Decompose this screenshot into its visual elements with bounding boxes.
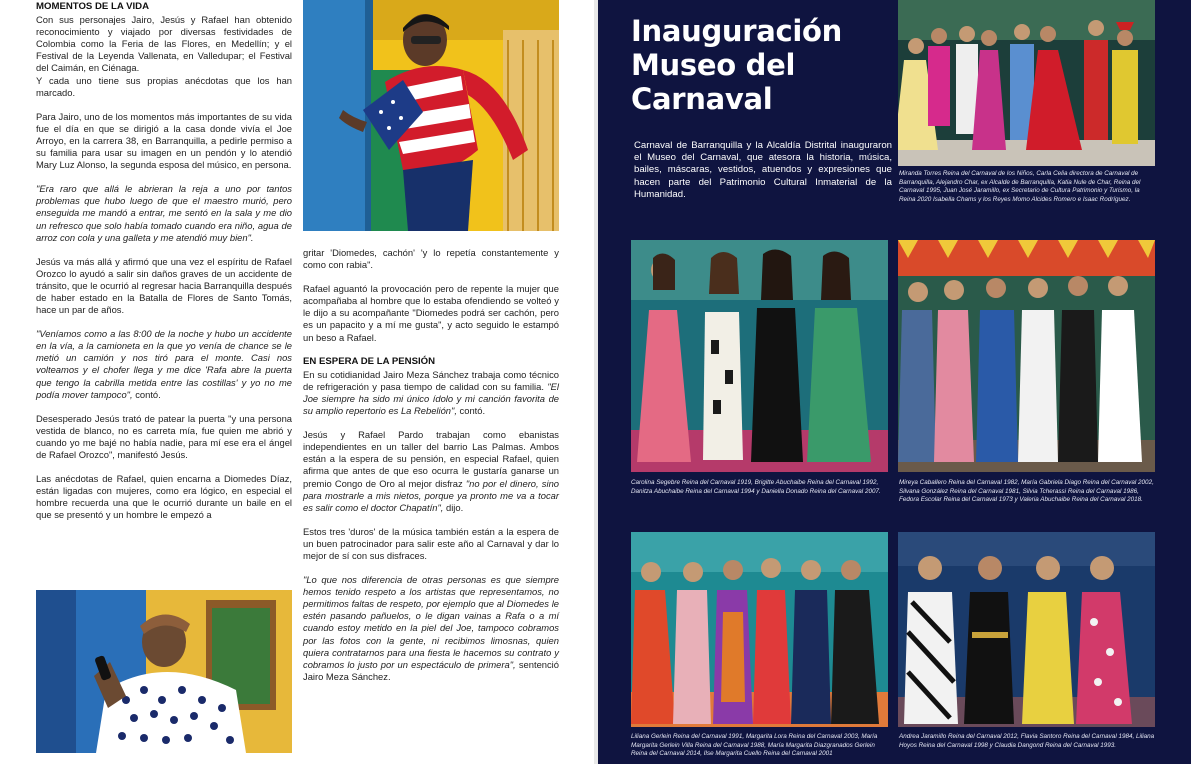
quote-attribution: contó.: [132, 388, 161, 400]
quote-text: "Veníamos como a las 8:00 de la noche y hubo un accidente en la vía, a la camioneta en la que yo venía de chance se le metió un camión y nos tiró para el monte. Casi nos volteamos y el chofer llega y me dice 'Rafa abre la puerta que tengo la cabrilla metida entre las costillas' y yo no me podía mover tampoco",: [36, 328, 292, 400]
caption-3: Mireya Caballero Reina del Carnaval 1982, María Gabriela Diago Reina del Carnaval 2002, Silvana González Reina del Carnaval 1981, Silvia Tcherassi Reina del Carnaval 1986, Fedora Escolar Reina del Carnaval 1973 y Valeria Abuchaibe Reina del Carnaval 2018.: [899, 479, 1154, 504]
quote-text: "Lo que nos diferencia de otras personas es que siempre hemos tenido respeto a los artistas que representamos, no permitimos faltas de respeto, por ejemplo que al Diomedes le estén pasando pañuelos, o le digan vainas a Rafa o a mí cuando estoy metido en la piel del Joe, tampoco cobramos por las fotos con la gente, ni recibimos limosnas, quien quiera contratarnos para una fiesta le hacemos su contrato y cobramos lo justo por un espectáculo de primera",: [303, 574, 559, 670]
photo-reinas-4: [898, 532, 1155, 727]
caption-1: Miranda Torres Reina del Carnaval de los Niños, Carla Celia directora de Carnaval de Barranquilla, Alejandro Char, ex Alcalde de Barranquilla, Katia Nule de Char, Reina del Carnaval 1995, Juan José Jaramillo, ex Secretario de Cultura Patrimonio y Turismo, la Reina 2020 Isabella Chams y los Reyes Momo Alcides Romero e Isaac Rodríguez.: [899, 170, 1141, 203]
paragraph: Para Jairo, uno de los momentos más importantes de su vida fue el día en que se dirigió a la casa donde vivía el Joe Arroyo, en la carrera 38, en Barranquilla, a pedirle permiso a su familia para usar su imagen en un pendón y lo atendió Mary Luz Alonso, la segunda esposa del músico, en persona.: [36, 110, 292, 171]
caption-4: Liliana Gerlein Reina del Carnaval 1991, Margarita Lora Reina del Carnaval 2003, María Margarita Gerlein Villa Reina del Carnaval 1988, María Margarita Diazgranados Gerlein Reina del Carnaval 2014, Ilse Margarita Cuello Reina del Carnaval 2001: [631, 733, 878, 758]
caption-2: Carolina Segebre Reina del Carnaval 1919, Brigitte Abuchaibe Reina del Carnaval 1992, Danitza Abuchaibe Reina del Carnaval 1994 y Daniella Donado Reina del Carnaval 2007.: [631, 479, 881, 495]
quote-attribution: sentenció Jairo Meza Sánchez.: [303, 658, 559, 682]
photo-group-inauguration-image: [898, 0, 1155, 166]
paragraph: [303, 429, 559, 514]
paragraph: Y cada uno tiene sus propias anécdotas que los han marcado.: [36, 74, 292, 98]
quote-text: "El Joe siempre ha sido mi único ídolo y mi canción favorita de su amplio repertorio es La Rebelión",: [303, 380, 559, 417]
text-run: contó.: [456, 405, 486, 417]
page-title: [631, 14, 901, 116]
article-column-1: [36, 1, 292, 533]
text-run: dijo.: [443, 501, 464, 513]
paragraph: gritar 'Diomedes, cachón' 'y lo repetía constantemente y como con rabia".: [303, 247, 559, 271]
section-heading-momentos: MOMENTOS DE LA VIDA: [36, 1, 149, 12]
photo-reinas-3-image: [631, 532, 888, 727]
article-column-2: [303, 247, 559, 695]
paragraph: Las anécdotas de Rafael, quien encarna a Diomedes Díaz, están ligadas con mujeres, como era lógico, en especial el hombre recuerda una que le ocurrió durante un baile en el que se presentó y un hombre le empezó a: [36, 473, 292, 521]
photo-diomedes-impersonator-image: [36, 590, 292, 753]
photo-reinas-3: [631, 532, 888, 727]
right-page: [598, 0, 1191, 764]
caption-5: Andrea Jaramillo Reina del Carnaval 2012, Flavia Santoro Reina del Carnaval 1984, Liliana Hoyos Reina del Carnaval 1998 y Claudia Dangond Reina del Carnaval 1993.: [899, 733, 1155, 749]
paragraph: Con sus personajes Jairo, Jesús y Rafael han obtenido reconocimiento y viajado por diversas festividades de Colombia como la Feria de las Flores, en Medellín; y el Festival de la Leyenda Vallenata, en Valledupar; el Festival del Caimán, en Ciénaga.: [36, 14, 292, 74]
quote-paragraph: [36, 328, 292, 401]
paragraph: Jesús va más allá y afirmó que una vez el espíritu de Rafael Orozco lo ayudó a salir sin daños graves de un accidente de tránsito, que le ocurrió al regresar hacia Barranquilla después de haber estado en la Batalla de Flores de Santo Tomás, hace un par de años.: [36, 255, 292, 316]
photo-joe-impersonator-image: [303, 0, 559, 231]
photo-reinas-4-image: [898, 532, 1155, 727]
quote-paragraph: [303, 574, 559, 683]
text-run: En su cotidianidad Jairo Meza Sánchez trabaja como técnico de refrigeración y pasa tiempo de calidad con su familia.: [303, 368, 559, 392]
photo-reinas-2-image: [898, 240, 1155, 472]
intro-paragraph: Carnaval de Barranquilla y la Alcaldía Distrital inauguraron el Museo del Carnaval, que atesora la historia, música, bailes, máscaras, vestidos, atuendos y expresiones que hacen parte del Patrimonio Cultural Inmaterial de la Humanidad.: [634, 140, 892, 200]
quote-text: "no por el dinero, sino para mostrarle a mis nietos, porque ya pronto me va a tocar es salir como el doctor Chapatín",: [303, 477, 559, 513]
paragraph: Rafael aguantó la provocación pero de repente la mujer que acompañaba al hombre que lo estaba ofendiendo se volteó y le dijo a su acompañante "Diomedes podrá ser cachón, pero es un papacito y a mí me gusta", y acto seguido le estampó un beso a Rafael.: [303, 283, 559, 343]
paragraph: Estos tres 'duros' de la música también están a la espera de un buen patrocinador para salir este año al Carnaval y dar lo mejor de sí con sus disfraces.: [303, 525, 559, 561]
photo-reinas-2: [898, 240, 1155, 472]
photo-diomedes-impersonator: [36, 590, 292, 753]
paragraph: Desesperado Jesús trató de patear la puerta "y una persona vestida de blanco, no es carreta mía, fue quien me abrió y cuando yo me bajé no había nadie, para mí ese era el ángel de Rafael Orozco", manifestó Jesús.: [36, 412, 292, 460]
left-page: [0, 0, 594, 764]
title-line: Carnaval: [631, 82, 773, 116]
title-line: Museo del: [631, 48, 796, 82]
photo-group-inauguration: [898, 0, 1155, 166]
quote-paragraph: "Era raro que allá le abrieran la reja a uno por tantos problemas que hubo luego de que el maestro murió, pero enseguida me mandó a entrar, me sentó en la sala y me dio un refresco que solo había tomado cuando era niño, agua de arroz con cola y una galleta y me atendió muy bien".: [36, 183, 292, 243]
photo-reinas-1: [631, 240, 888, 472]
text-run: Jesús y Rafael Pardo trabajan como ebanistas independientes en un taller del barrio Las Palmas. Ambos están a la espera de su pensión, en especial Rafael, quien afirma que antes de que eso ocurra le gustaría ganarse un premio Congo de Oro al mejor disfraz: [303, 429, 559, 489]
photo-joe-impersonator: [303, 0, 559, 231]
title-line: Inauguración: [631, 14, 843, 48]
photo-reinas-1-image: [631, 240, 888, 472]
section-heading-pension: EN ESPERA DE LA PENSIÓN: [303, 355, 436, 367]
paragraph: [303, 369, 559, 417]
